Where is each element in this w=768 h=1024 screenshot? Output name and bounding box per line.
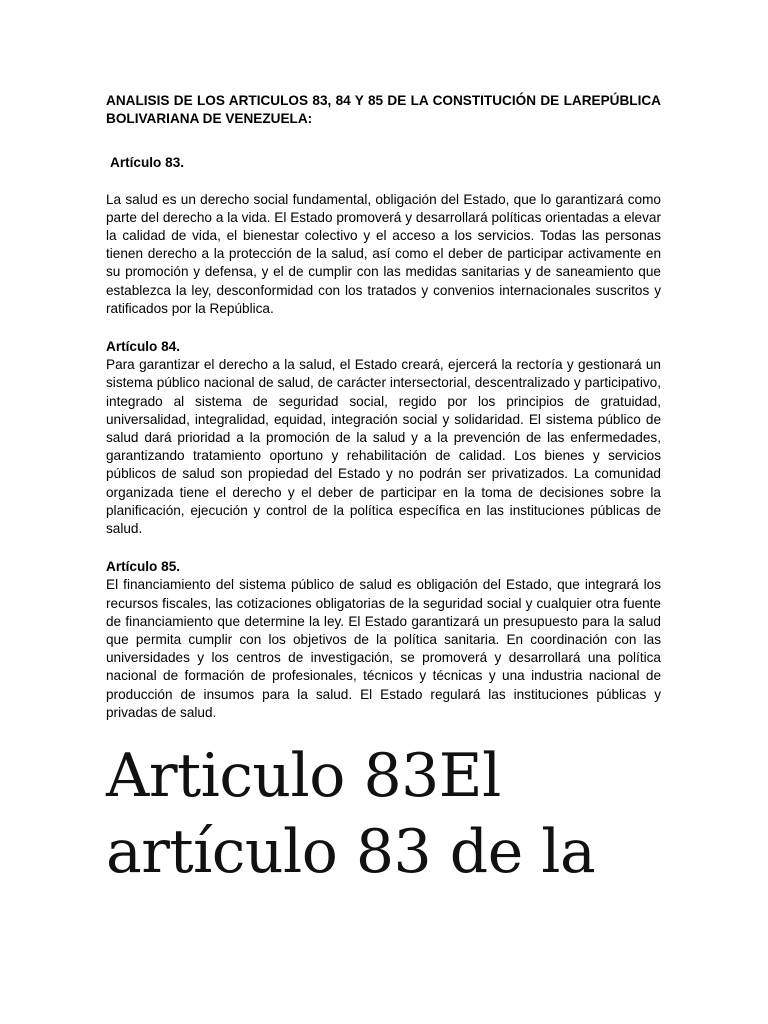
article-85-text: El financiamiento del sistema público de salud es obligación del Estado, que integrará los recursos fiscales, las cotizaciones obligatorias de la seguridad social y cualquier otra fuente de financiamiento que determine la ley. El Estado garantizará un presupuesto para la salud que permita cumplir con los objetivos de la política sanitaria. En coordinación con las universidades y los centros de investigación, se promoverá y desarrollará una política nacional de formación de profesionales, técnicos y técnicas y una industria nacional de producción de insumos para la salud. El Estado regulará las instituciones públicas y privadas de salud. xyxy=(106,577,661,720)
article-85-section xyxy=(106,558,661,722)
article-85-heading: Artículo 85. xyxy=(106,559,181,575)
document-page xyxy=(106,92,661,722)
article-83-section xyxy=(106,154,661,318)
document-title: ANALISIS DE LOS ARTICULOS 83, 84 Y 85 DE LA CONSTITUCIÓN DE LAREPÚBLICA BOLIVARIANA DE VENEZUELA: xyxy=(106,93,661,127)
article-84-heading: Artículo 84. xyxy=(106,339,181,355)
article-83-text: La salud es un derecho social fundamental, obligación del Estado, que lo garantizará como parte del derecho a la vida. El Estado promoverá y desarrollará políticas orientadas a elevar la calidad de vida, el bienestar colectivo y el acceso a los servicios. Todas las personas tienen derecho a la protección de la salud, así como el deber de participar activamente en su promoción y defensa, y el de cumplir con las medidas sanitarias y de saneamiento que establezca la ley, desconformidad con los tratados y convenios internacionales suscritos y ratificados por la República. xyxy=(106,191,661,316)
large-preview-text: Articulo 83El artículo 83 de la xyxy=(106,741,596,887)
article-84-text: Para garantizar el derecho a la salud, el Estado creará, ejercerá la rectoría y gestionará un sistema público nacional de salud, de carácter intersectorial, descentralizado y participativo, integrado al sistema de seguridad social, regido por los principios de gratuidad, universalidad, integralidad, equidad, integración social y solidaridad. El sistema público de salud dará prioridad a la promoción de la salud y a la prevención de las enfermedades, garantizando tratamiento oportuno y rehabilitación de calidad. Los bienes y servicios públicos de salud son propiedad del Estado y no podrán ser privatizados. La comunidad organizada tiene el derecho y el deber de participar en la toma de decisiones sobre la planificación, ejecución y control de la política específica en las instituciones públicas de salud. xyxy=(106,357,661,537)
article-83-heading: Artículo 83. xyxy=(110,155,185,171)
article-84-section xyxy=(106,338,661,538)
